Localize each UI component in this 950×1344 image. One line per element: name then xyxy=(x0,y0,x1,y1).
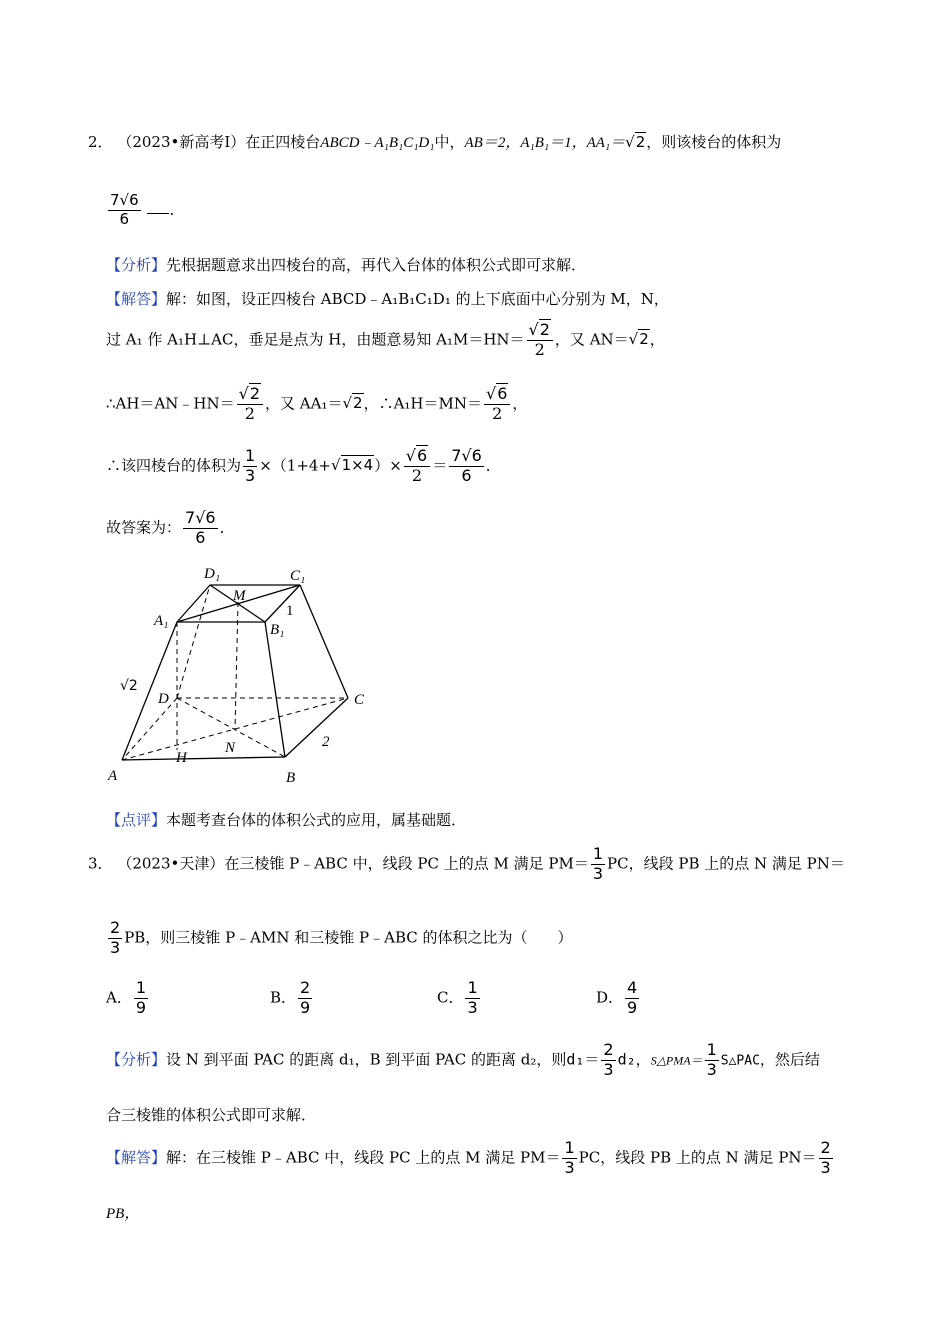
frac-sqrt2-over-2: $\frac{√2}{2}$ xyxy=(527,322,553,359)
q2-stem-a: 在正四棱台 xyxy=(245,133,321,151)
frustum-figure xyxy=(100,560,380,790)
q3-stem-l2: $\frac{2}{3}$ PB，则三棱锥 P﹣AMN 和三棱锥 P﹣ABC 的体积之比为（ ） xyxy=(110,918,573,957)
q2-solution-l2: 过 A₁ 作 A₁H⊥AC，垂足是点为 H，由题意易知 A₁M＝HN＝ $\frac{√2}{2}$ ，又 AN＝√2， xyxy=(106,320,665,359)
q2-solid: ABCD﹣A₁B₁C₁D₁ xyxy=(320,135,435,151)
label-A: A xyxy=(108,768,118,784)
label-H: H xyxy=(176,750,187,766)
q2-cond3: AA₁＝ xyxy=(586,135,626,151)
q2-solution-l5: 故答案为： $\frac{7√6}{6}$ ． xyxy=(106,508,235,547)
q2-cond1: AB＝2， xyxy=(464,135,521,151)
q3-option-a[interactable]: A． $\frac{1}{9}$ xyxy=(106,978,147,1017)
axis-MN xyxy=(235,602,238,730)
label-two: 2 xyxy=(322,734,330,750)
q2-number: 2． xyxy=(88,133,113,151)
q3-solution-l2: PB， xyxy=(106,1206,140,1222)
q2-stem-c: ，则该棱台的体积为 xyxy=(646,133,782,151)
label-sqrt2: √2 xyxy=(120,678,138,694)
solution-tag: 【解答】 xyxy=(106,1148,167,1167)
q3-analysis-l2: 合三棱锥的体积公式即可求解． xyxy=(106,1106,317,1124)
q3-source: （2023•天津） xyxy=(117,854,225,873)
label-B: B xyxy=(286,770,296,786)
q3-option-b[interactable]: B． $\frac{2}{9}$ xyxy=(270,978,311,1017)
q2-source: （2023•新高考Ⅰ） xyxy=(117,133,246,151)
label-D: D xyxy=(158,691,169,707)
comment-tag: 【点评】 xyxy=(106,811,167,829)
answer-blank xyxy=(147,201,169,214)
q3-analysis-l1: 【分析】设 N 到平面 PAC 的距离 d₁，B 到平面 PAC 的距离 d₂，则d₁＝ $\frac{2}{3}$ d₂，S△PMA＝ $\frac{1}{3}$ S△PAC，然后结 xyxy=(106,1040,820,1079)
q2-answer-fraction: $\frac{7√6}{6}$ xyxy=(110,191,139,228)
label-B1: B₁ xyxy=(270,622,285,638)
analysis-tag: 【分析】 xyxy=(106,1050,167,1069)
q3-option-d[interactable]: D． $\frac{4}{9}$ xyxy=(596,978,638,1017)
q2-sqrt2: √2 xyxy=(625,133,646,151)
label-C: C xyxy=(354,692,365,708)
q3-stem-l1: 3． （2023•天津）在三棱锥 P﹣ABC 中，线段 PC 上的点 M 满足 PM＝ $\frac{1}{3}$ PC，线段 PB 上的点 N 满足 PN＝ xyxy=(88,844,845,883)
q2-solution-l3: ∴AH＝AN﹣HN＝ $\frac{√2}{2}$ ，又 AA₁＝√2，∴A₁H＝MN＝ $\frac{√6}{2}$ ， xyxy=(106,384,528,423)
q3-option-c[interactable]: C． $\frac{1}{3}$ xyxy=(437,978,478,1017)
q2-comment: 【点评】本题考查台体的体积公式的应用，属基础题． xyxy=(106,811,467,829)
label-N: N xyxy=(225,740,236,756)
q2-analysis: 【分析】先根据题意求出四棱台的高，再代入台体的体积公式即可求解． xyxy=(106,256,587,274)
label-M: M xyxy=(233,588,246,604)
q2-stem xyxy=(88,133,781,152)
q3-number: 3． xyxy=(88,854,113,873)
q2-solution-l4: ∴该四棱台的体积为 $\frac{1}{3}$ ×（1+4+√1×4）× $\frac{√6}{2}$ ＝ $\frac{7√6}{6}$ ． xyxy=(106,446,501,485)
label-D1: D₁ xyxy=(204,566,221,582)
edge-CC1 xyxy=(300,585,348,698)
edge-AB xyxy=(122,757,285,760)
label-A1: A₁ xyxy=(154,613,169,629)
label-C1: C₁ xyxy=(290,568,306,584)
edge-BB1 xyxy=(265,622,285,757)
label-one: 1 xyxy=(286,603,294,619)
analysis-tag: 【分析】 xyxy=(106,256,167,274)
q2-cond2: A₁B₁＝1， xyxy=(520,135,587,151)
q3-solution-l1: 【解答】解：在三棱锥 P﹣ABC 中，线段 PC 上的点 M 满足 PM＝ $\frac{1}{3}$ PC，线段 PB 上的点 N 满足 PN＝ $\frac{2}{3}$ xyxy=(106,1138,831,1177)
q2-stem-b: 中， xyxy=(434,133,465,151)
q2-solution-l1: 【解答】解：如图，设正四棱台 ABCD﹣A₁B₁C₁D₁ 的上下底面中心分别为 M，N， xyxy=(106,290,669,308)
solution-tag: 【解答】 xyxy=(106,290,167,308)
q2-answer: $\frac{7√6}{6}$ ． xyxy=(110,191,185,228)
